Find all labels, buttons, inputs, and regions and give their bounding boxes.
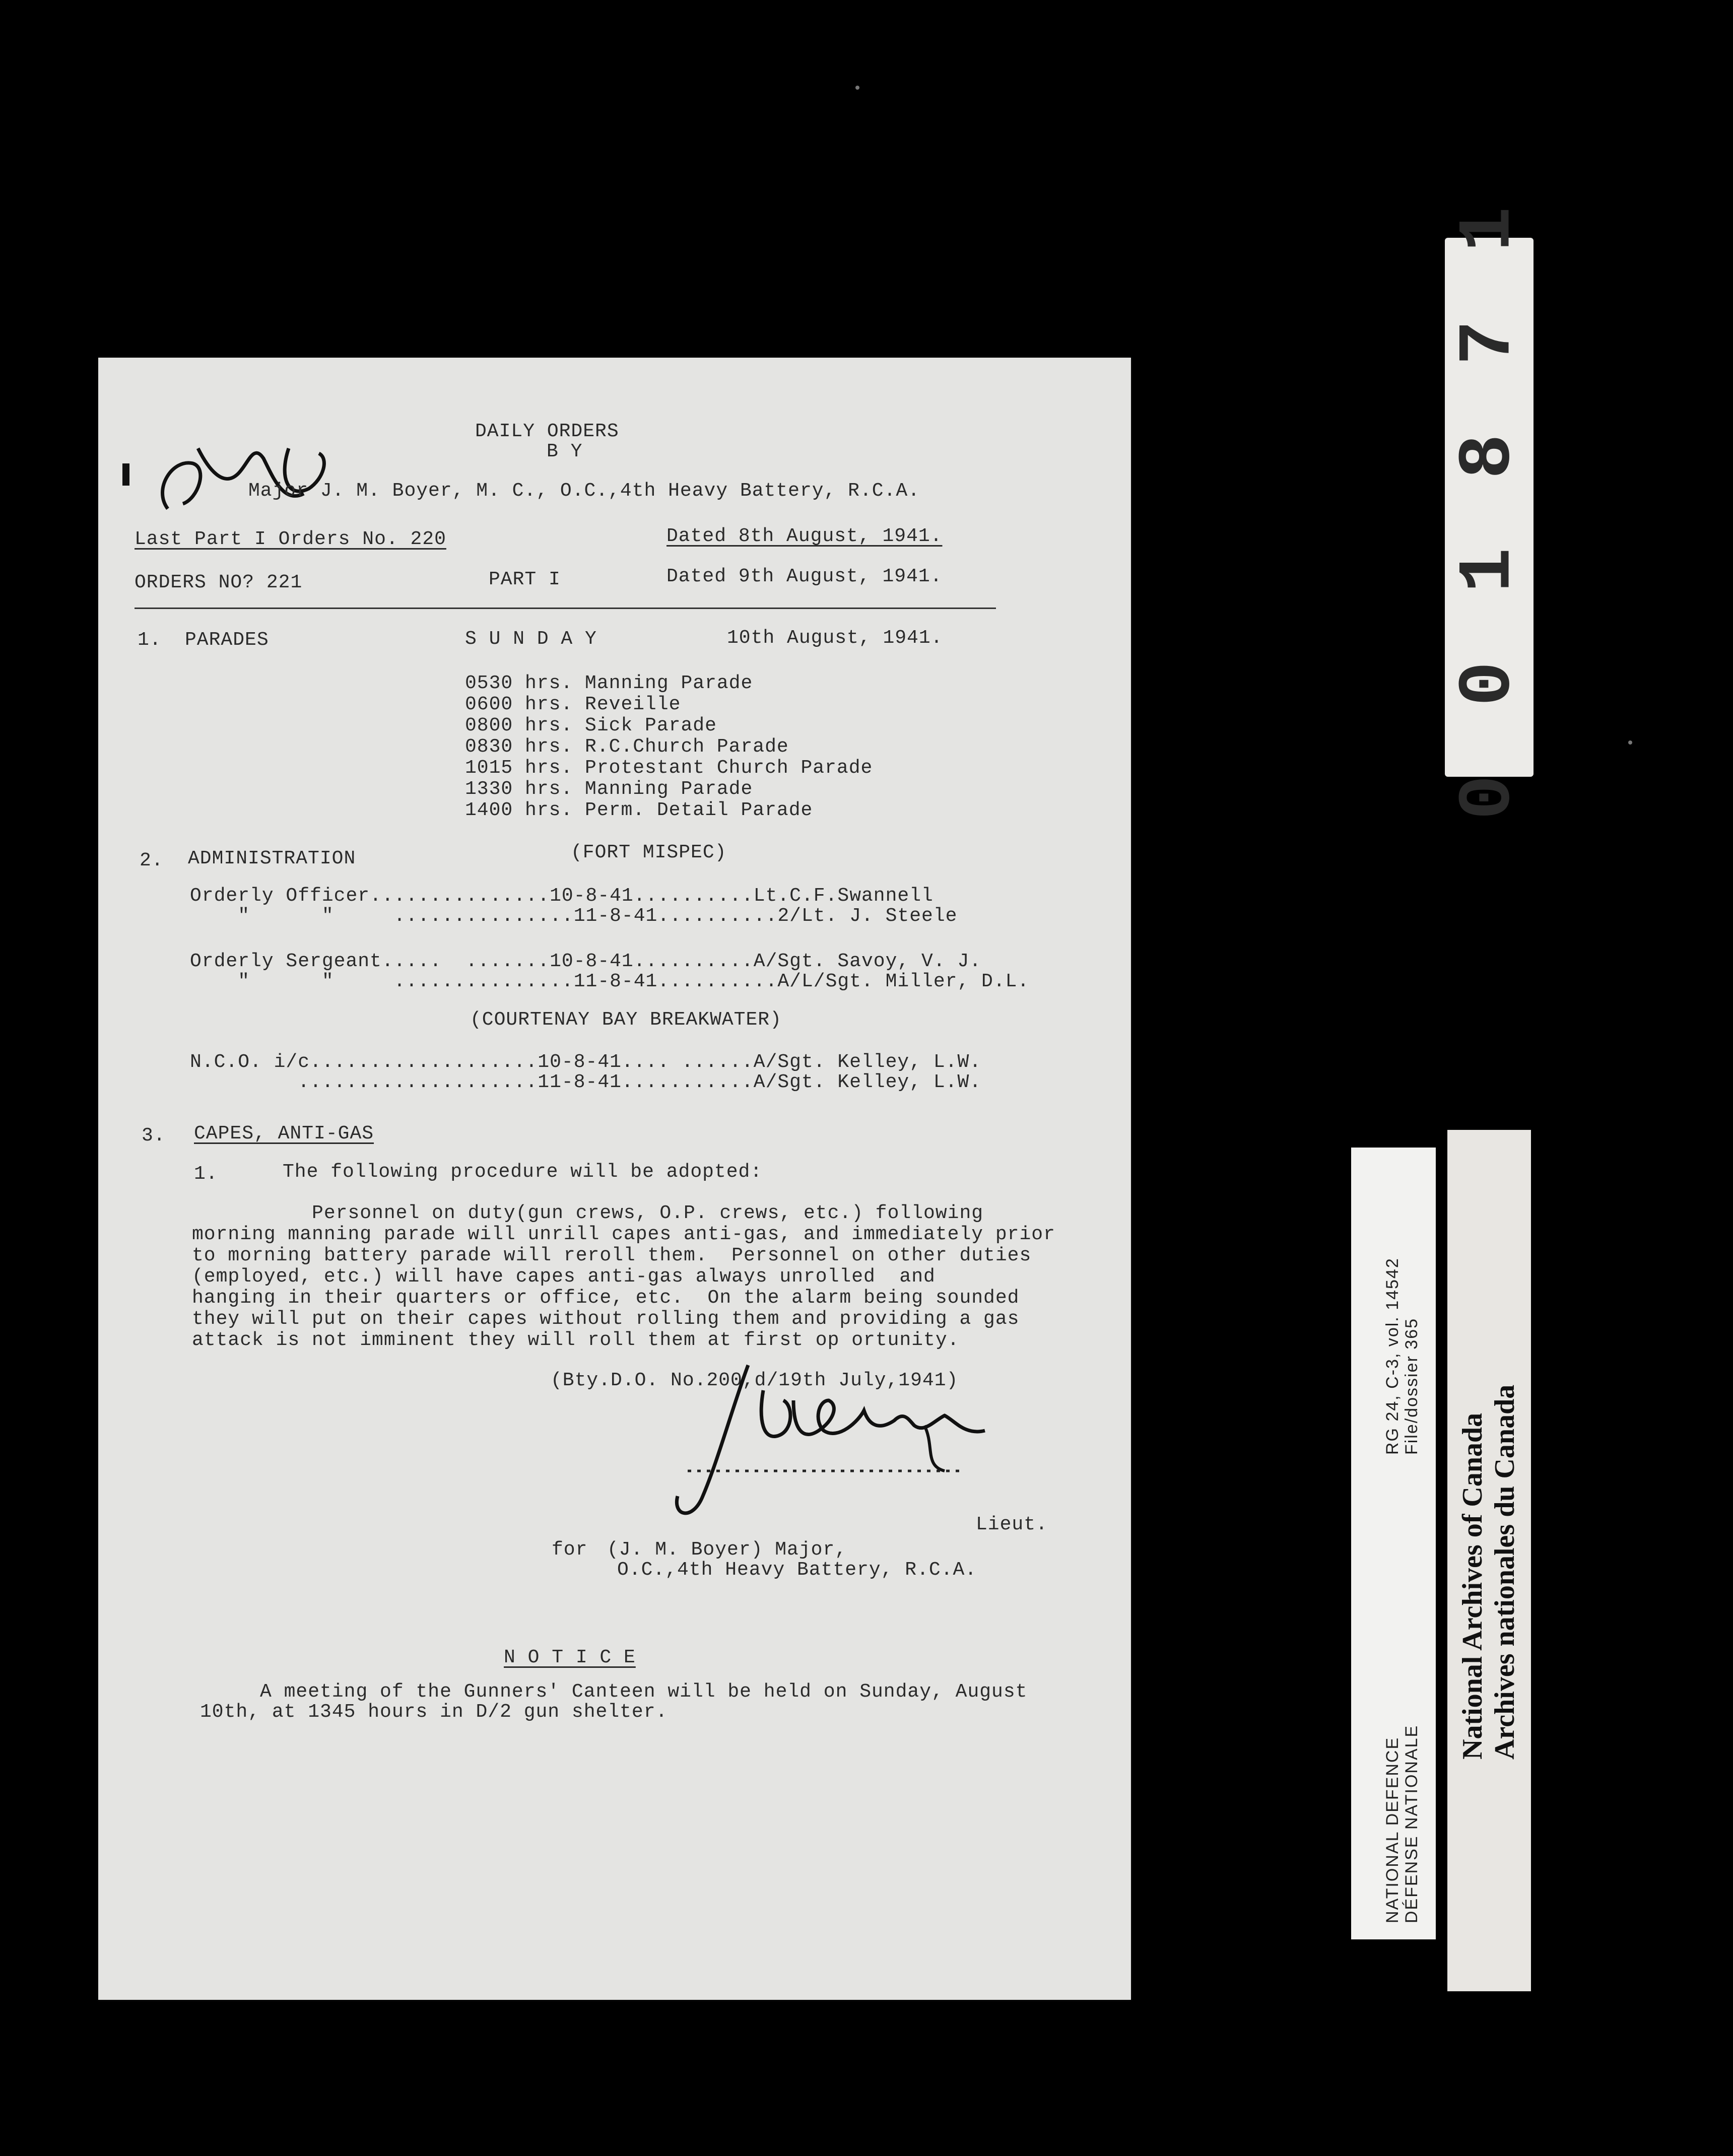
frame-number-strip bbox=[1445, 194, 1534, 820]
paragraph-line: attack is not imminent they will roll them at first op ortunity. bbox=[192, 1329, 960, 1351]
department-english: NATIONAL DEFENCE bbox=[1383, 1736, 1402, 1923]
parade-schedule bbox=[465, 673, 873, 821]
section-heading-capes: CAPES, ANTI-GAS bbox=[194, 1123, 374, 1144]
paragraph-line: Personnel on duty(gun crews, O.P. crews, etc.) following bbox=[192, 1202, 984, 1224]
handwritten-signature bbox=[642, 1345, 1055, 1536]
reference-record-group: RG 24, C-3, vol. 14542 bbox=[1383, 1257, 1402, 1455]
orders-part: PART I bbox=[489, 569, 561, 590]
order-reference: (Bty.D.O. No.200,d/19th July,1941) bbox=[551, 1370, 959, 1391]
notice-line: 10th, at 1345 hours in D/2 gun shelter. bbox=[200, 1701, 668, 1723]
section-heading-administration: ADMINISTRATION bbox=[188, 848, 356, 869]
section-number: 1. bbox=[138, 629, 162, 651]
duty-row: N.C.O. i/c...................10-8-41.... ......A/Sgt. Kelley, L.W. bbox=[190, 1051, 982, 1073]
initials-mark bbox=[122, 413, 415, 534]
duty-row: Orderly Sergeant..... .......10-8-41..........A/Sgt. Savoy, V. J. bbox=[190, 951, 982, 972]
reference-file: File/dossier 365 bbox=[1402, 1317, 1421, 1455]
paragraph-line: morning manning parade will unrill capes anti-gas, and immediately prior bbox=[192, 1224, 1055, 1245]
duty-row: " " ...............11-8-41..........2/Lt. J. Steele bbox=[190, 905, 958, 927]
paragraph-line: hanging in their quarters or office, etc. On the alarm being sounded bbox=[192, 1287, 1020, 1309]
department-french: DÉFENSE NATIONALE bbox=[1402, 1724, 1421, 1923]
section-number: 2. bbox=[140, 850, 164, 871]
archive-strip bbox=[1447, 1130, 1531, 1991]
issuer-line: Major J. M. Boyer, M. C., O.C.,4th Heavy Battery, R.C.A. bbox=[248, 480, 920, 502]
orders-date: Dated 9th August, 1941. bbox=[666, 566, 943, 587]
schedule-item: 1400 hrs. Perm. Detail Parade bbox=[465, 799, 813, 821]
location-fort-mispec: (FORT MISPEC) bbox=[571, 842, 727, 863]
paragraph-line: to morning battery parade will reroll them. Personnel on other duties bbox=[192, 1245, 1032, 1266]
schedule-item: 0600 hrs. Reveille bbox=[465, 694, 681, 715]
subsection-text: The following procedure will be adopted: bbox=[283, 1161, 763, 1183]
frame-number: 0 0 1 8 7 1 bbox=[1447, 194, 1531, 820]
signatory-unit: O.C.,4th Heavy Battery, R.C.A. bbox=[617, 1559, 977, 1581]
section-number: 3. bbox=[142, 1125, 166, 1147]
header-rule bbox=[135, 608, 996, 609]
schedule-item: 0530 hrs. Manning Parade bbox=[465, 672, 753, 694]
location-courtenay-bay: (COURTENAY BAY BREAKWATER) bbox=[470, 1009, 782, 1031]
paragraph-line: (employed, etc.) will have capes anti-gas always unrolled and bbox=[192, 1266, 936, 1288]
scan-speck bbox=[1628, 740, 1632, 745]
paragraph-line: they will put on their capes without rolling them and providing a gas bbox=[192, 1308, 1020, 1330]
last-orders-no: Last Part I Orders No. 220 bbox=[135, 528, 446, 550]
duty-row: Orderly Officer...............10-8-41..........Lt.C.F.Swannell bbox=[190, 885, 934, 907]
parade-day: S U N D A Y bbox=[465, 628, 597, 650]
orders-no: ORDERS NO? 221 bbox=[135, 572, 303, 593]
signatory-rank: Lieut. bbox=[976, 1514, 1048, 1535]
reference-strip bbox=[1351, 1148, 1436, 1939]
parade-date: 10th August, 1941. bbox=[727, 627, 943, 649]
subsection-number: 1. bbox=[194, 1163, 218, 1185]
capes-paragraph bbox=[192, 1203, 1055, 1351]
duty-row: ....................11-8-41...........A/Sgt. Kelley, L.W. bbox=[190, 1071, 982, 1093]
notice-line: A meeting of the Gunners' Canteen will be held on Sunday, August bbox=[200, 1681, 1028, 1703]
schedule-item: 1330 hrs. Manning Parade bbox=[465, 778, 753, 800]
notice-title: N O T I C E bbox=[504, 1647, 636, 1668]
scan-speck bbox=[855, 86, 859, 90]
doc-title: DAILY ORDERS bbox=[475, 421, 619, 442]
duty-row: " " ...............11-8-41..........A/L/Sgt. Miller, D.L. bbox=[190, 971, 1030, 992]
archive-name-french: Archives nationales du Canada bbox=[1489, 1384, 1520, 1760]
section-heading-parades: PARADES bbox=[185, 629, 269, 651]
signature-for: for bbox=[552, 1539, 588, 1561]
schedule-item: 0800 hrs. Sick Parade bbox=[465, 715, 717, 736]
signatory-name: (J. M. Boyer) Major, bbox=[607, 1539, 847, 1561]
schedule-item: 0830 hrs. R.C.Church Parade bbox=[465, 736, 789, 758]
schedule-item: 1015 hrs. Protestant Church Parade bbox=[465, 757, 873, 779]
doc-by: B Y bbox=[547, 441, 583, 462]
last-orders-date: Dated 8th August, 1941. bbox=[666, 525, 943, 547]
document-page bbox=[98, 358, 1131, 2000]
archive-name-english: National Archives of Canada bbox=[1457, 1412, 1488, 1760]
